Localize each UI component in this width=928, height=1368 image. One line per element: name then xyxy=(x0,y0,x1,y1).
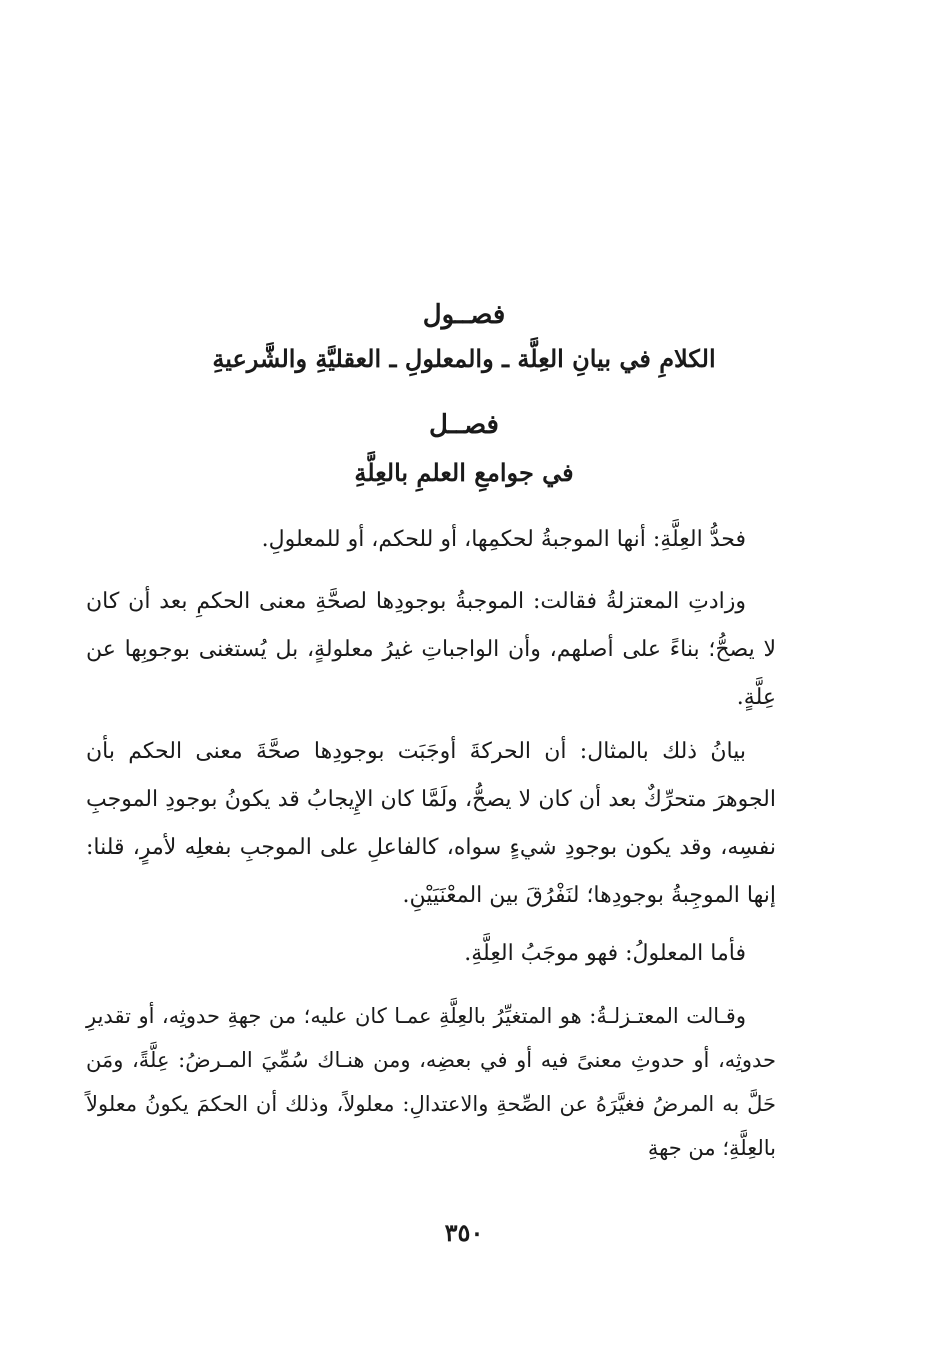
paragraph-malul: فأما المعلولُ: فهو موجَبُ العِلَّةِ. xyxy=(464,941,746,966)
paragraph-mutazila: وزادتِ المعتزلةُ فقالت: الموجبةُ بوجودِها لصحَّةِ معنى الحكمِ بعد أن كان لا يصحُّ؛ بناءً على أصلهم، وأن الواجباتِ غيرُ معلولةٍ، بل يُستغنى بوجوبِها عن عِلَّةٍ. xyxy=(86,589,776,710)
paragraph-example: بيانُ ذلك بالمثال: أن الحركةَ أوجَبَت بوجودِها صحَّةَ معنى الحكم بأن الجوهرَ متحرِّكٌ بعد أن كان لا يصحُّ، ولَمَّا كان الإِيجابُ قد يكونُ بوجودِ الموجبِ نفسِه، وقد يكون بوجودِ شيءٍ سواه، كالفاعلِ على الموجبِ بفعلِه لأمرٍ، قلنا: إنها الموجِبةُ بوجودِها؛ لنَفْرُقَ بين المعْنَيَيْنِ. xyxy=(86,739,777,908)
paragraph-definition: فحدُّ العِلَّةِ: أنها الموجبةُ لحكمِها، أو للحكم، أو للمعلولِ. xyxy=(261,527,746,552)
paragraph-mutazila-malul: وقـالت المعتـزلـةُ: هو المتغيِّرُ بالعِلَّةِ عمـا كان عليه؛ من جهةِ حدوثِه، أو تقديرِ حدوثِه، أو حدوثِ معنىً فيه أو في بعضِه، ومن هنـاك سُمِّيَ المـرضُ: عِلَّةً، ومَن حَلَّ به المرضُ فغيَّرَهُ عن الصِّحةِ والاعتدالِ: معلولاً، وذلك أن الحكمَ يكونُ معلولاً بالعِلَّةِ؛ من جهةِ xyxy=(86,1004,776,1160)
chapter-subtitle: في جوامعِ العلمِ بالعِلَّةِ xyxy=(354,458,574,487)
page-number: ٣٥٠ xyxy=(444,1218,484,1247)
section-heading: فصــول xyxy=(422,300,506,330)
chapter-heading: فصــل xyxy=(429,410,499,440)
section-title: الكلامِ في بيانِ العِلَّة ـ والمعلولِ ـ العقليَّةِ والشَّرعيةِ xyxy=(212,344,716,373)
